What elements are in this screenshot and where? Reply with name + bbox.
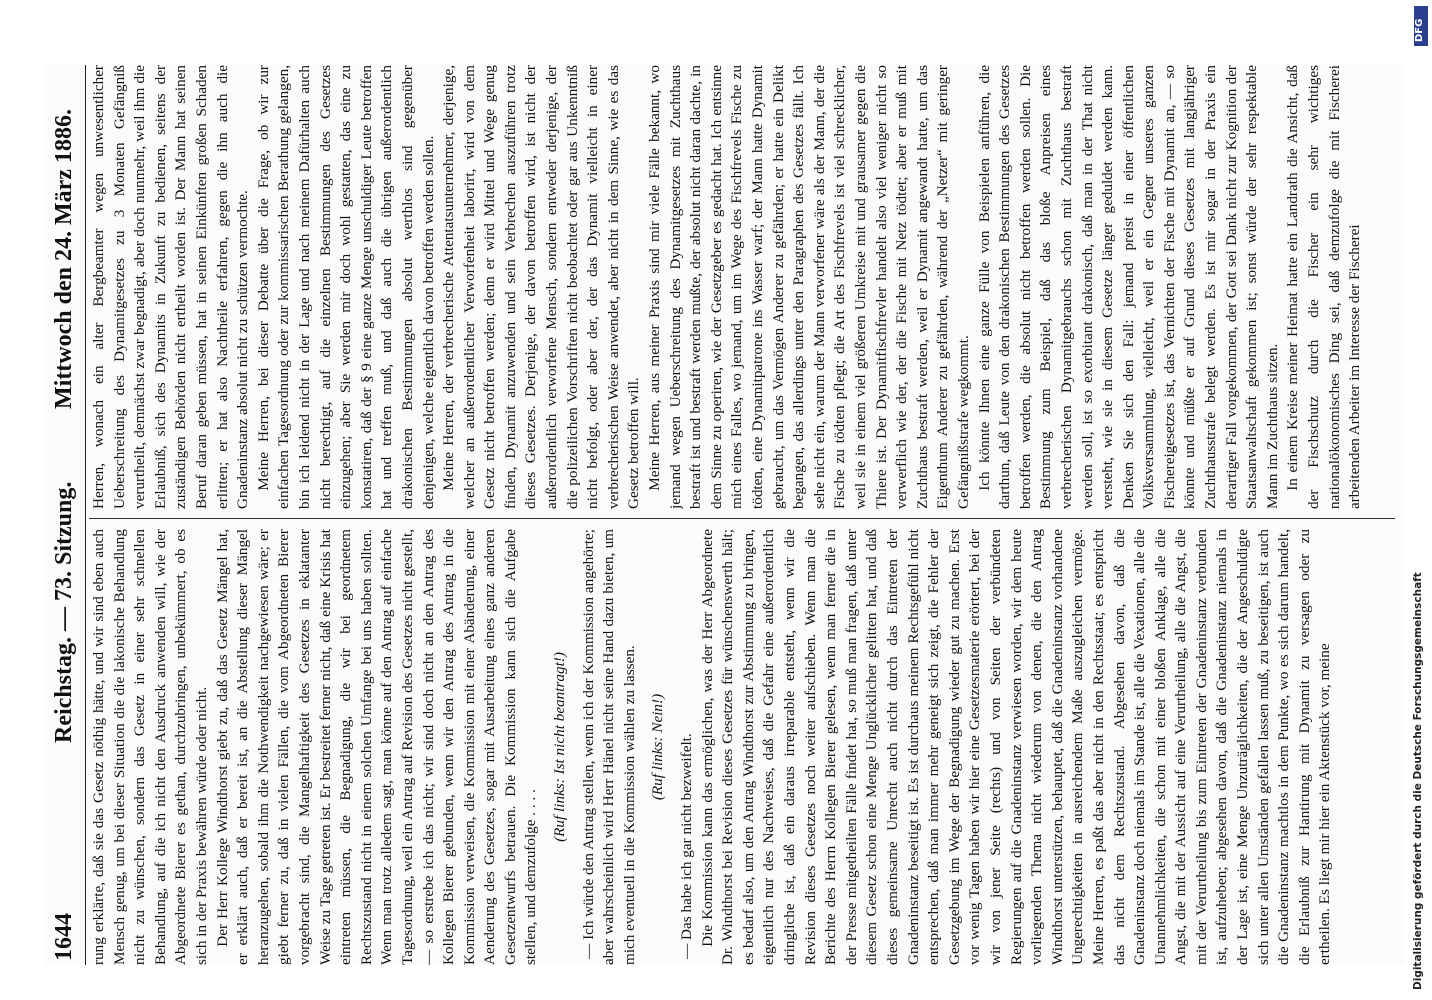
dfg-logo: [1414, 6, 1428, 46]
paragraph: rung erklärte, daß sie das Gesetz nöthig hätte, und wir sind eben auch Mensch genug, um bei dieser Situation die die lakonische Behandlung nicht zu wünschen, sondern das Gesetz in einer sehr schnellen Behandlung, auf die ich nicht den Ausdruck anwenden will, wie der Abgeordnete Bierer es gethan, durchzubringen, unbekümmert, ob es sich in der Praxis bewähren würde oder nicht.: [90, 529, 210, 965]
paragraph: Herren, wonach ein alter Bergbeamter wegen unwesentlicher Ueberschreitung des Dynamitgesetzes zu 3 Monaten Gefängniß verurtheilt, demnächst zwar begnadigt, aber doch nunmehr, weil ihm die Erlaubniß, sich des Dynamits in Zukunft zu bedienen, seitens der zuständigen Behörden nicht ertheilt worden ist. Der Mann hat seinen Beruf daran geben müssen, hat in seinen Einkünften großen Schaden erlitten; er hat also Nachtheile erfahren, gegen die ihn auch die Gnadeninstanz absolut nicht zu schützen vermochte.: [90, 65, 252, 509]
page-number: 1644: [51, 913, 77, 961]
paragraph: Meine Herren, aus meiner Praxis sind mir viele Fälle bekannt, wo jemand wegen Ueberschreitung des Dynamitgesetzes mit Zuchthaus bestraft ist und bestraft werden mußte, der absolut nicht daran dachte, in dem Sinne zu operiren, wie der Gesetzgeber es gedacht hat. Ich entsinne mich eines Falles, wo jemand, um im Wege des Fischfrevels Fische zu tödten, eine Dynamitpatrone ins Wasser warf; der Mann hatte Dynamit gebraucht, um das Vermögen Anderer zu gefährden; er hatte ein Delikt begangen, das allerdings unter den Paragraphen des Gesetzes fällt. Ich sehe nicht ein, warum der Mann verworfener wäre als der Mann, der die Fische zu tödten pflegt; die Art des Fischfrevels ist viel schrecklicher, weil sie in einem viel größeren Umkreise mit und grausamer gegen die Thiere ist. Der Dynamitfischfrevler handelt also viel weniger nicht so verwerflich wie der, der die Fische mit Netz tödtet; aber er muß mit Zuchthaus bestraft werden, weil er Dynamit angewandt hatte, um das Eigenthum Anderer zu gefährden, während der „Netzer“ mit geringer Gefängnißstrafe wegkommt.: [646, 65, 972, 509]
running-head: [45, 65, 86, 965]
scanned-page: [45, 65, 1405, 965]
paragraph: Der Herr Kollege Windthorst giebt zu, daß das Gesetz Mängel hat, er erklärt auch, daß er bereit ist, an die Abstellung dieser Mängel heranzugehen, sobald ihm die Nothwendigkeit nachgewiesen wäre; er giebt ferner zu, daß in vielen Fällen, die vom Abgeordneten Bierer vorgebracht sind, die Mangelhaftigkeit des Gesetzes in eklatanter Weise zu Tage getreten ist. Er bestreitet ferner nicht, daß eine Krisis hat eintreten müssen, die Begnadigung, die wir bei geordnetem Rechtszustand nicht in einem solchen Umfange bei uns haben sollten. Wenn man trotz alledem sagt, man könne auf den Antrag auf einfache Tagesordnung, weil ein Antrag auf Revision des Gesetzes nicht gestellt, — so erstrebe ich das nicht; wir sind doch nicht an den Antrag des Kollegen Bierer gebunden, wenn wir den Antrag des Antrag in die Kommission verweisen, die Kommission mit einer Abänderung, einer Aenderung des Gesetzes, sogar mit Ausarbeitung eines ganz anderen Gesetzentwurfs betrauen. Die Kommission kann sich die Aufgabe stellen, und demzufolge . . . .: [213, 529, 540, 965]
text-column-right: [89, 65, 1397, 509]
paragraph: — Ich würde den Antrag stellen, wenn ich der Kommission angehörte; aber wahrscheinlich wird Herr Hänel nicht seine Hand dazu bieten, um mich eventuell in die Kommission wählen zu lassen.: [579, 529, 638, 965]
paragraph: Ich könnte Ihnen eine ganze Fülle von Beispielen anführen, die darthun, daß Leute von den drakonischen Bestimmungen des Gesetzes betroffen werden, die absolut nicht betroffen werden sollen. Die Bestimmung zum Beispiel, daß das bloße Anpreisen eines verbrecherischen Dynamitgebrauchs schon mit Zuchthaus bestraft werden soll, ist so exorbitant drakonisch, daß man in der That nicht versteht, wie sie in diesem Gesetze länger geduldet werden kann. Denken Sie sich den Fall: jemand preist in einer öffentlichen Volksversammlung, vielleicht, weil er ein Gegner unseres ganzen Fischereigesetzes ist, das Vernichten der Fische mit Dynamit an, — so könnte und müßte er auf Grund dieses Gesetzes mit langjähriger Zuchthausstrafe belegt werden. Es ist mir sogar in der Praxis ein derartiger Fall vorgekommen, der Gott sei Dank nicht zur Kognition der Staatsanwaltschaft gekommen ist; sonst würde der sehr respektable Mann im Zuchthaus sitzen.: [975, 65, 1281, 509]
session-title: Reichstag. — 73. Sitzung.: [51, 481, 77, 743]
paragraph: — Das habe ich gar nicht bezweifelt.: [678, 733, 696, 959]
paragraph: Die Kommission kann das ermöglichen, was der Herr Abgeordnete Dr. Windthorst bei Revision dieses Gesetzes für wünschenswerth hält; es bedarf also, um den Antrag Windthorst zur Abstimmung zu bringen, eigentlich nur des Nachweises, daß die Gefahr eine außerordentlich dringliche ist, daß ein daraus irreparable entsteht, wenn wir die Revision dieses Gesetzes noch weiter aufschieben. Wenn man die Berichte des Herrn Kollegen Bierer gelesen, wenn man ferner die in der Presse mitgetheilten Fälle findet hat, so muß man fragen, daß unter diesem Gesetz schon eine Menge Unglücklicher gelitten hat, und daß dieses gemeinsame Unrecht auch nicht durch das Eintreten der Gnadeninstanz beseitigt ist. Es ist durchaus meinem Rechtsgefühl nicht entsprechen, daß man immer mehr geneigt sich zeigt, die Fehler der Gesetzgebung im Wege der Begnadigung wieder gut zu machen. Erst vor wenig Tagen haben wir hier eine Gesetzesmaterie erörtert, bei der wir von jener Seite (rechts) und von Seiten der verbündeten Regierungen auf die Gnadeninstanz verwiesen worden, wir dem heute vorliegenden Thema nicht wiederum von denen, die den Antrag Windthorst unterstützen, behauptet, daß die Gnadeninstanz vorhandene Ungerechtigkeiten in ausreichendem Maße auszugleichen vermöge. Meine Herren, es paßt das aber nicht in den Rechtsstaat; es entspricht das nicht dem Rechtszustand. Abgesehen davon, daß die Gnadeninstanz doch niemals im Stande ist, alle die Vexationen, alle die Unannehmlichkeiten, die schon mit einer bloßen Anklage, alle die Angst, die mit der Aussicht auf eine Verurtheilung, alle die Angst, die mit der Verurtheilung bis zum Eintreten der Gnadeninstanz verbunden ist, aufzuheben; abgesehen davon, daß die Gnadeninstanz niemals in der Lage ist, eine Menge Unzuträglichkeiten, die der Angeschuldigte sich unter allen Umständen gefallen lassen muß, zu beseitigen, ist auch die Gnadeninstanz machtlos in dem Punkte, wo es sich darum handelt, die Erlaubniß zur Hantirung mit Dynamit zu versagen oder zu ertheilen. Es liegt mir hier ein Aktenstück vor, meine: [698, 529, 1334, 965]
paragraph: In einem Kreise meiner Heimat hatte ein Landrath die Ansicht, daß der Fischschutz durch die Fischer ein sehr wichtiges nationalökonomisches Ding sei, daß demzufolge die mit Fischerei arbeitenden Arbeiter im Interesse der Fischerei: [1284, 65, 1364, 509]
interjection: (Ruf links: Ist nicht beantragt!): [551, 652, 569, 842]
dfg-logo-text: DFG: [1414, 18, 1425, 42]
text-column-left: [89, 529, 1397, 965]
watermark-text: Digitalisierung gefördert durch die Deutsche Forschungsgemeinschaft: [1412, 572, 1424, 990]
interjection: (Ruf links: Nein!): [649, 693, 667, 801]
column-divider: [89, 518, 1395, 519]
paragraph: Meine Herren, bei dieser Debatte über die Frage, ob wir zur einfachen Tagesordnung oder zur kommissarischen Berathung gelangen, bin ich leidend nicht in der Lage und nach meinem Dafürhalten auch nicht berechtigt, auf die einzelnen Bestimmungen des Gesetzes einzugehen; aber Sie werden mir doch wohl gestatten, das eine zu konstatiren, daß der § 9 eine ganze Menge unschuldiger Leute betroffen hat und treffen muß, und daß auch die übrigen außerordentlich drakonischen Bestimmungen absolut werthlos sind gegenüber denjenigen, welche eigentlich davon betroffen werden sollen.: [254, 65, 437, 509]
session-date: Mittwoch den 24. März 1886.: [51, 109, 77, 409]
paragraph: Meine Herren, der verbrecherische Attentatsunternehmer, derjenige, welcher an außerordentlicher Verworfenheit laborirt, wird von dem Gesetz nicht betroffen werden; denn er wird Mittel und Wege genug finden, Dynamit anzuwenden und sein Verbrechen auszuführen trotz dieses Gesetzes. Derjenige, der davon betroffen wird, ist nicht der außerordentlich verworfene Mensch, sondern entweder derjenige, der die polizeilichen Vorschriften nicht beobachtet oder gar aus Unkenntniß nicht befolgt, oder aber der, der das Dynamit vielleicht in einer verbrecherischen Weise anwendet, aber nicht in dem Sinne, wie es das Gesetz betroffen will.: [440, 65, 643, 509]
